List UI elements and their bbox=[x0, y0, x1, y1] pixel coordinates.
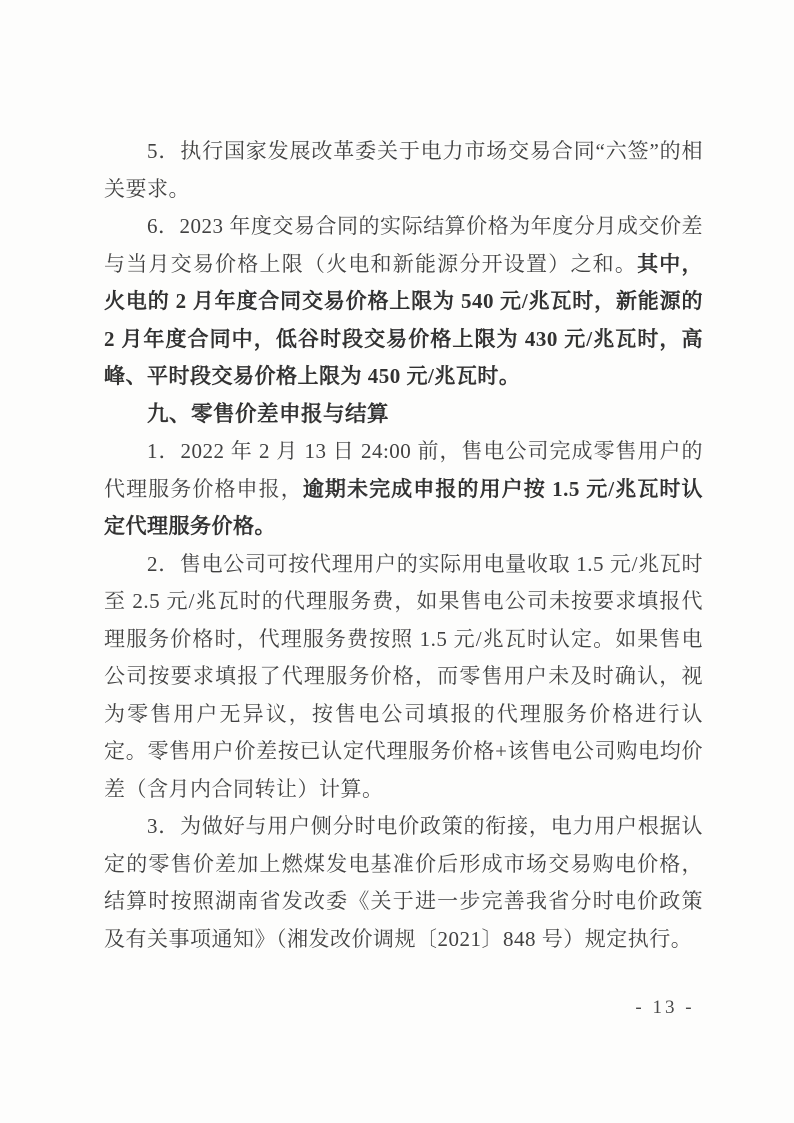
section-heading-text: 九、零售价差申报与结算 bbox=[147, 401, 390, 426]
paragraph-text: 2．售电公司可按代理用户的实际用电量收取 1.5 元/兆瓦时至 2.5 元/兆瓦时的代理服务费，如果售电公司未按要求填报代理服务价格时，代理服务费按照 1.5 元/兆瓦时认定。如果售电公司按要求填报了代理服务价格，而零售用户未及时确认，视为零售用户无异议，按售电公司填报的代理服务价格进行认定。零售用户价差按已认定代理服务价格+该售电公司购电均价差（含月内合同转让）计算。 bbox=[104, 551, 703, 801]
paragraph-text: 5．执行国家发展改革委关于电力市场交易合同“六签”的相关要求。 bbox=[104, 139, 703, 201]
paragraph-text-emphasis: 其中，火电的 2 月年度合同交易价格上限为 540 元/兆瓦时，新能源的 2 月年度合同中，低谷时段交易价格上限为 430 元/兆瓦时，高峰、平时段交易价格上限为 450 元/兆瓦时。 bbox=[104, 251, 704, 388]
paragraph-clause-9-2 bbox=[104, 546, 703, 809]
paragraph-clause-5 bbox=[104, 133, 703, 208]
section-heading bbox=[104, 396, 703, 434]
paragraph-clause-9-1 bbox=[104, 433, 703, 546]
paragraph-text: 3．为做好与用户侧分时电价政策的衔接，电力用户根据认定的零售价差加上燃煤发电基准价后形成市场交易购电价格，结算时按照湖南省发改委《关于进一步完善我省分时电价政策及有关事项通知》（湘发改价调规〔2021〕848 号）规定执行。 bbox=[104, 814, 703, 951]
document-text-block bbox=[104, 133, 703, 958]
paragraph-text: 6．2023 年度交易合同的实际结算价格为年度分月成交价差与当月交易价格上限（火电和新能源分开设置）之和。 bbox=[104, 214, 703, 276]
page-number: - 13 - bbox=[635, 997, 695, 1018]
paragraph-text: 1．2022 年 2 月 13 日 24:00 前，售电公司完成零售用户的代理服务价格申报， bbox=[104, 439, 703, 501]
paragraph-clause-9-3 bbox=[104, 808, 703, 958]
paragraph-text-emphasis: 逾期未完成申报的用户按 1.5 元/兆瓦时认定代理服务价格。 bbox=[104, 476, 703, 538]
paragraph-clause-6 bbox=[104, 208, 703, 396]
